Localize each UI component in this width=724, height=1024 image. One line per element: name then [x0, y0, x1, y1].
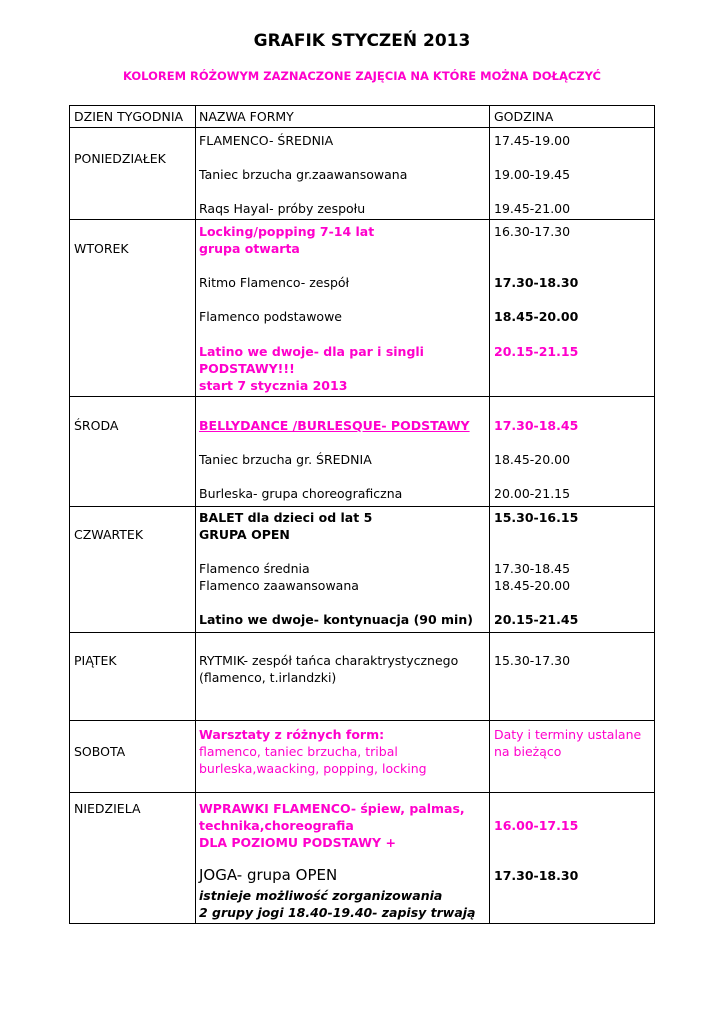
day-thursday: CZWARTEK	[74, 527, 144, 542]
class-time: 20.15-21.15	[494, 344, 579, 359]
column-divider	[195, 106, 196, 923]
class-name: Latino we dwoje- kontynuacja (90 min)	[199, 612, 473, 627]
column-divider	[489, 106, 490, 923]
class-name: BALET dla dzieci od lat 5	[199, 510, 373, 525]
class-time: 20.00-21.15	[494, 486, 571, 501]
class-time: 17.30-18.45	[494, 561, 571, 576]
row-divider	[70, 127, 654, 128]
class-time: 19.00-19.45	[494, 167, 571, 182]
day-sunday: NIEDZIELA	[74, 801, 141, 816]
page-subtitle: KOLOREM RÓŻOWYM ZAZNACZONE ZAJĘCIA NA KTÓRE MOŻNA DOŁĄCZYĆ	[123, 69, 601, 83]
class-name: start 7 stycznia 2013	[199, 378, 348, 393]
class-name: DLA POZIOMU PODSTAWY +	[199, 835, 396, 850]
class-time: 17.30-18.45	[494, 418, 579, 433]
class-name: (flamenco, t.irlandzki)	[199, 670, 337, 685]
class-name: JOGA- grupa OPEN	[199, 866, 338, 884]
row-divider	[70, 396, 654, 397]
day-monday: PONIEDZIAŁEK	[74, 151, 166, 166]
class-time: 16.30-17.30	[494, 224, 571, 239]
class-name: RYTMIK- zespół tańca charaktrystycznego	[199, 653, 459, 668]
class-time: 15.30-16.15	[494, 510, 579, 525]
class-time: 17.45-19.00	[494, 133, 571, 148]
class-time: 15.30-17.30	[494, 653, 571, 668]
class-name: Taniec brzucha gr. ŚREDNIA	[199, 452, 372, 467]
day-wednesday: ŚRODA	[74, 418, 119, 433]
class-name: Warsztaty z różnych form:	[199, 727, 385, 742]
class-name: Raqs Hayal- próby zespołu	[199, 201, 366, 216]
row-divider	[70, 720, 654, 721]
class-name: FLAMENCO- ŚREDNIA	[199, 133, 334, 148]
schedule-table	[69, 105, 655, 924]
row-divider	[70, 506, 654, 507]
class-time: 17.30-18.30	[494, 275, 579, 290]
class-time: 16.00-17.15	[494, 818, 579, 833]
class-time: 17.30-18.30	[494, 868, 579, 883]
page-title: GRAFIK STYCZEŃ 2013	[253, 31, 471, 51]
header-name: NAZWA FORMY	[199, 109, 294, 124]
header-time: GODZINA	[494, 109, 554, 124]
day-saturday: SOBOTA	[74, 744, 126, 759]
class-name: flamenco, taniec brzucha, tribal	[199, 744, 398, 759]
class-name: Taniec brzucha gr.zaawansowana	[199, 167, 408, 182]
day-friday: PIĄTEK	[74, 653, 117, 668]
class-time: 18.45-20.00	[494, 578, 571, 593]
class-name: BELLYDANCE /BURLESQUE- PODSTAWY	[199, 418, 470, 433]
class-name: Latino we dwoje- dla par i singli	[199, 344, 424, 359]
header-day: DZIEN TYGODNIA	[74, 109, 184, 124]
class-name: Flamenco podstawowe	[199, 309, 342, 324]
class-name: Burleska- grupa choreograficzna	[199, 486, 403, 501]
class-name: Flamenco średnia	[199, 561, 310, 576]
class-name: WPRAWKI FLAMENCO- śpiew, palmas,	[199, 801, 465, 816]
row-divider	[70, 219, 654, 220]
row-divider	[70, 632, 654, 633]
class-name: Flamenco zaawansowana	[199, 578, 359, 593]
class-time: 18.45-20.00	[494, 452, 571, 467]
day-tuesday: WTOREK	[74, 241, 129, 256]
class-name: burleska,waacking, popping, locking	[199, 761, 427, 776]
row-divider	[70, 792, 654, 793]
class-time: na bieżąco	[494, 744, 562, 759]
class-note: istnieje możliwość zorganizowania	[199, 888, 443, 903]
class-time: 19.45-21.00	[494, 201, 571, 216]
class-name: grupa otwarta	[199, 241, 300, 256]
class-time: Daty i terminy ustalane	[494, 727, 642, 742]
class-note: 2 grupy jogi 18.40-19.40- zapisy trwają	[199, 905, 476, 920]
class-name: GRUPA OPEN	[199, 527, 290, 542]
class-name: PODSTAWY!!!	[199, 361, 295, 376]
class-name: technika,choreografia	[199, 818, 354, 833]
class-time: 20.15-21.45	[494, 612, 579, 627]
class-name: Locking/popping 7-14 lat	[199, 224, 375, 239]
class-time: 18.45-20.00	[494, 309, 579, 324]
class-name: Ritmo Flamenco- zespół	[199, 275, 350, 290]
